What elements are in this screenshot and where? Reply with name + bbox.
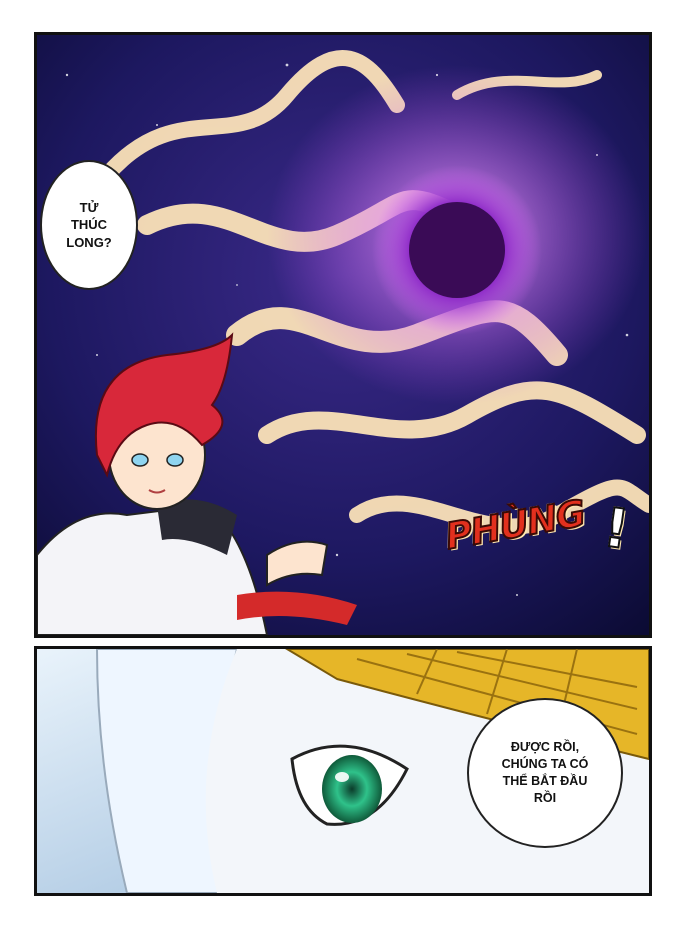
orb-core xyxy=(409,202,505,298)
sound-effect-phung: PHÙNG xyxy=(442,493,588,558)
speech-bubble-top: TỬ THÚC LONG? xyxy=(40,160,138,290)
speech-bubble-bottom: ĐƯỢC RỒI, CHÚNG TA CÓ THỂ BẮT ĐẦU RỒI xyxy=(467,698,623,848)
green-eye xyxy=(322,755,382,823)
sound-effect-exclamation: ! xyxy=(599,495,632,562)
panel-top xyxy=(34,32,652,638)
panel-top-artwork xyxy=(37,35,649,635)
